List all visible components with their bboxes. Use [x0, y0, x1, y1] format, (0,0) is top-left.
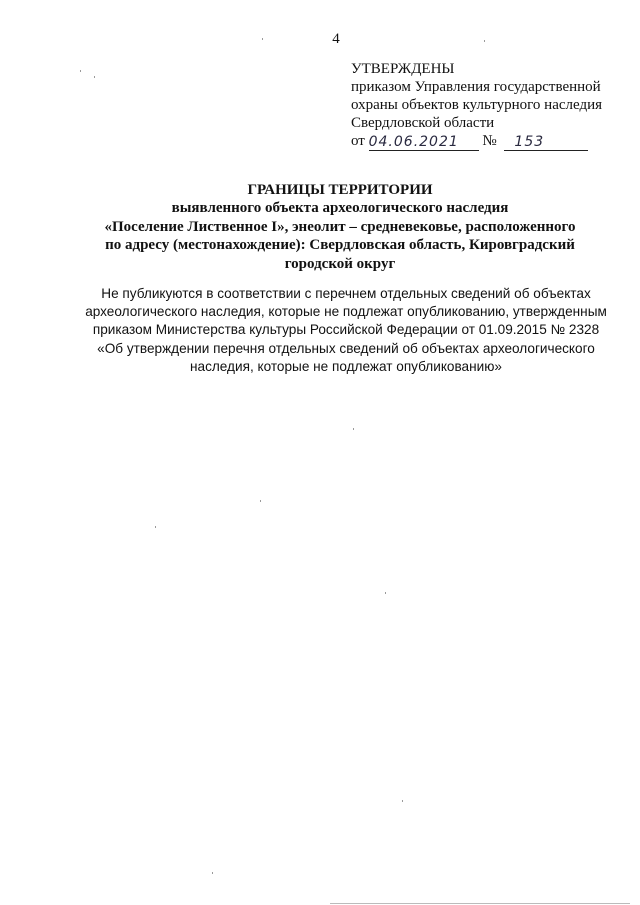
- scan-speck: [260, 500, 261, 502]
- scan-speck: [353, 428, 354, 430]
- scan-speck: [212, 872, 213, 874]
- page-number: 4: [332, 31, 340, 47]
- body-line-4: «Об утверждении перечня отдельных сведений об объектах археологического: [97, 340, 595, 356]
- scan-speck: [80, 70, 81, 72]
- handwritten-number: 153: [514, 134, 545, 150]
- date-prefix: от: [351, 133, 365, 149]
- body-line-5: наследия, которые не подлежат опубликованию»: [190, 358, 502, 374]
- approval-heading: УТВЕРЖДЕНЫ: [351, 61, 455, 77]
- title-line-1: ГРАНИЦЫ ТЕРРИТОРИИ: [247, 182, 433, 198]
- title-line-4: по адресу (местонахождение): Свердловская область, Кировградский: [105, 237, 575, 254]
- scan-speck: [262, 38, 263, 40]
- title-line-2: выявленного объекта археологического наследия: [171, 200, 509, 217]
- scan-edge-line: [330, 903, 630, 904]
- approval-line-1: приказом Управления государственной: [351, 79, 601, 95]
- approval-stamp-block: [351, 60, 636, 150]
- approval-date-number-row: [351, 132, 636, 150]
- document-body: [60, 285, 632, 376]
- approval-line-3: Свердловской области: [351, 115, 495, 131]
- number-field: [504, 135, 588, 151]
- date-field: [369, 135, 479, 151]
- body-line-3: приказом Министерства культуры Российской Федерации от 01.09.2015 № 2328: [92, 322, 600, 338]
- scan-speck: [402, 800, 403, 802]
- body-line-1: Не публикуются в соответствии с перечнем отдельных сведений об объектах: [101, 286, 591, 301]
- scan-speck: [155, 526, 156, 528]
- approval-line-2: охраны объектов культурного наследия: [351, 97, 603, 113]
- scan-speck: [94, 76, 95, 78]
- body-line-2: археологического наследия, которые не подлежат опубликованию, утвержденным: [85, 304, 607, 320]
- scan-speck: [484, 40, 485, 42]
- document-title: [60, 181, 620, 273]
- handwritten-date: 04.06.2021: [368, 134, 459, 150]
- number-prefix: №: [482, 133, 497, 149]
- title-line-3: «Поселение Лиственное I», энеолит – средневековье, расположенного: [104, 218, 576, 235]
- scan-speck: [385, 592, 386, 594]
- title-line-5: городской округ: [284, 255, 396, 272]
